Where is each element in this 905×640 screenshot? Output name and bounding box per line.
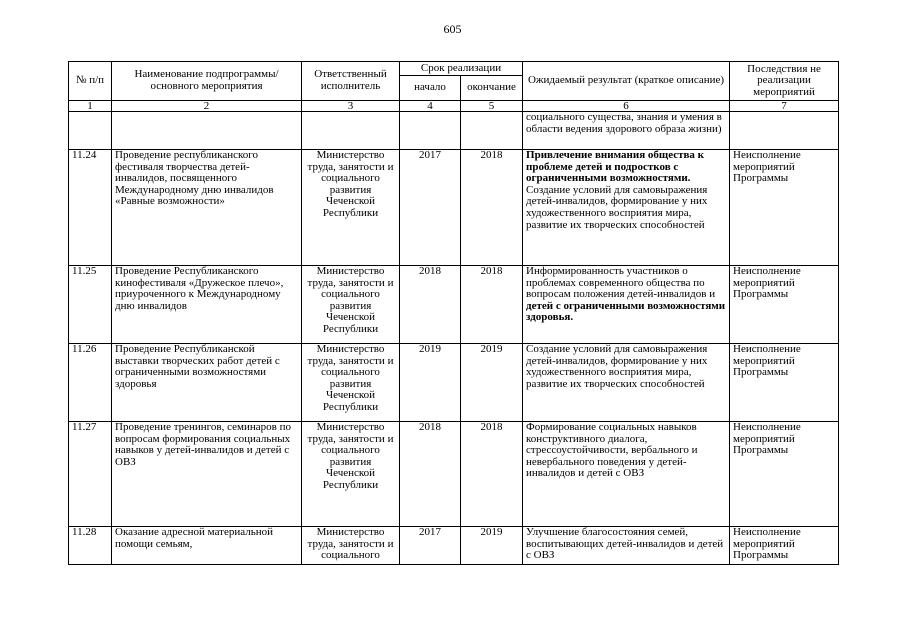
row-name: Проведение республиканского фестиваля творчества детей-инвалидов, посвященного Международному дню инвалидов «Равные возможности» xyxy=(112,150,302,266)
header-consequence: Последствия не реализации мероприятий xyxy=(730,62,839,101)
row-number: 11.24 xyxy=(69,150,112,266)
header-result: Ожидаемый результат (краткое описание) xyxy=(523,62,730,101)
table-row xyxy=(69,150,839,266)
header-term: Срок реализации xyxy=(400,62,523,76)
row-end: 2018 xyxy=(461,422,523,527)
column-number: 2 xyxy=(112,101,302,112)
row-result-text: Информированность участников о проблемах современного общества по вопросам положения детей-инвалидов и xyxy=(526,265,716,301)
row-result: Улучшение благосостояния семей, воспитывающих детей-инвалидов и детей с ОВЗ xyxy=(523,527,730,565)
row-number: 11.25 xyxy=(69,266,112,344)
column-number: 4 xyxy=(400,101,461,112)
header-name: Наименование подпрограммы/ основного мероприятия xyxy=(112,62,302,101)
row-consequence: Неисполнение мероприятий Программы xyxy=(730,344,839,422)
program-table xyxy=(68,61,839,565)
row-start: 2017 xyxy=(400,150,461,266)
row-name: Проведение тренингов, семинаров по вопросам формирования социальных навыков у детей-инвалидов и детей с ОВЗ xyxy=(112,422,302,527)
column-number: 5 xyxy=(461,101,523,112)
header-number: № п/п xyxy=(69,62,112,101)
row-executor: Министерство труда, занятости и социального xyxy=(302,527,400,565)
page-number: 605 xyxy=(443,22,462,36)
row-number: 11.27 xyxy=(69,422,112,527)
row-result xyxy=(523,266,730,344)
table-row xyxy=(69,266,839,344)
table-row xyxy=(69,422,839,527)
column-number: 3 xyxy=(302,101,400,112)
row-end: 2018 xyxy=(461,150,523,266)
row-number: 11.28 xyxy=(69,527,112,565)
continuation-row xyxy=(69,112,839,150)
row-start: 2018 xyxy=(400,422,461,527)
row-number: 11.26 xyxy=(69,344,112,422)
row-result: Создание условий для самовыражения детей-инвалидов, формирование у них художественного восприятия мира, развитие их творческих способностей xyxy=(523,344,730,422)
row-executor: Министерство труда, занятости и социального развития Чеченской Республики xyxy=(302,150,400,266)
header-end: окончание xyxy=(461,76,523,101)
row-executor: Министерство труда, занятости и социального развития Чеченской Республики xyxy=(302,266,400,344)
column-numbers-row xyxy=(69,101,839,112)
row-end: 2019 xyxy=(461,527,523,565)
row-start: 2019 xyxy=(400,344,461,422)
table-row xyxy=(69,344,839,422)
row-result: Формирование социальных навыков конструктивного диалога, стрессоустойчивости, вербального и невербального поведения у детей-инвалидов и детей с ОВЗ xyxy=(523,422,730,527)
column-number: 7 xyxy=(730,101,839,112)
continuation-text: социального существа, знания и умения в области ведения здорового образа жизни) xyxy=(523,112,730,150)
row-result-bold: Привлечение внимания общества к проблеме детей и подростков с ограниченными возможностями. xyxy=(526,149,705,185)
row-end: 2018 xyxy=(461,266,523,344)
row-name: Оказание адресной материальной помощи семьям, xyxy=(112,527,302,565)
row-executor: Министерство труда, занятости и социального развития Чеченской Республики xyxy=(302,422,400,527)
row-start: 2018 xyxy=(400,266,461,344)
row-name: Проведение Республиканского кинофестиваля «Дружеское плечо», приуроченного к Международному дню инвалидов xyxy=(112,266,302,344)
row-consequence: Неисполнение мероприятий Программы xyxy=(730,150,839,266)
row-start: 2017 xyxy=(400,527,461,565)
row-consequence: Неисполнение мероприятий Программы xyxy=(730,422,839,527)
column-number: 6 xyxy=(523,101,730,112)
header-start: начало xyxy=(400,76,461,101)
header-executor: Ответственный исполнитель xyxy=(302,62,400,101)
row-result-text: Создание условий для самовыражения детей-инвалидов, формирование у них художественного восприятия мира, развитие их творческих способностей xyxy=(526,183,708,231)
row-executor: Министерство труда, занятости и социального развития Чеченской Республики xyxy=(302,344,400,422)
row-result xyxy=(523,150,730,266)
row-result-bold: детей с ограниченными возможностями здоровья. xyxy=(526,299,726,324)
row-consequence: Неисполнение мероприятий Программы xyxy=(730,527,839,565)
row-name: Проведение Республиканской выставки творческих работ детей с ограниченными возможностями здоровья xyxy=(112,344,302,422)
column-number: 1 xyxy=(69,101,112,112)
row-end: 2019 xyxy=(461,344,523,422)
table-row xyxy=(69,527,839,565)
row-consequence: Неисполнение мероприятий Программы xyxy=(730,266,839,344)
